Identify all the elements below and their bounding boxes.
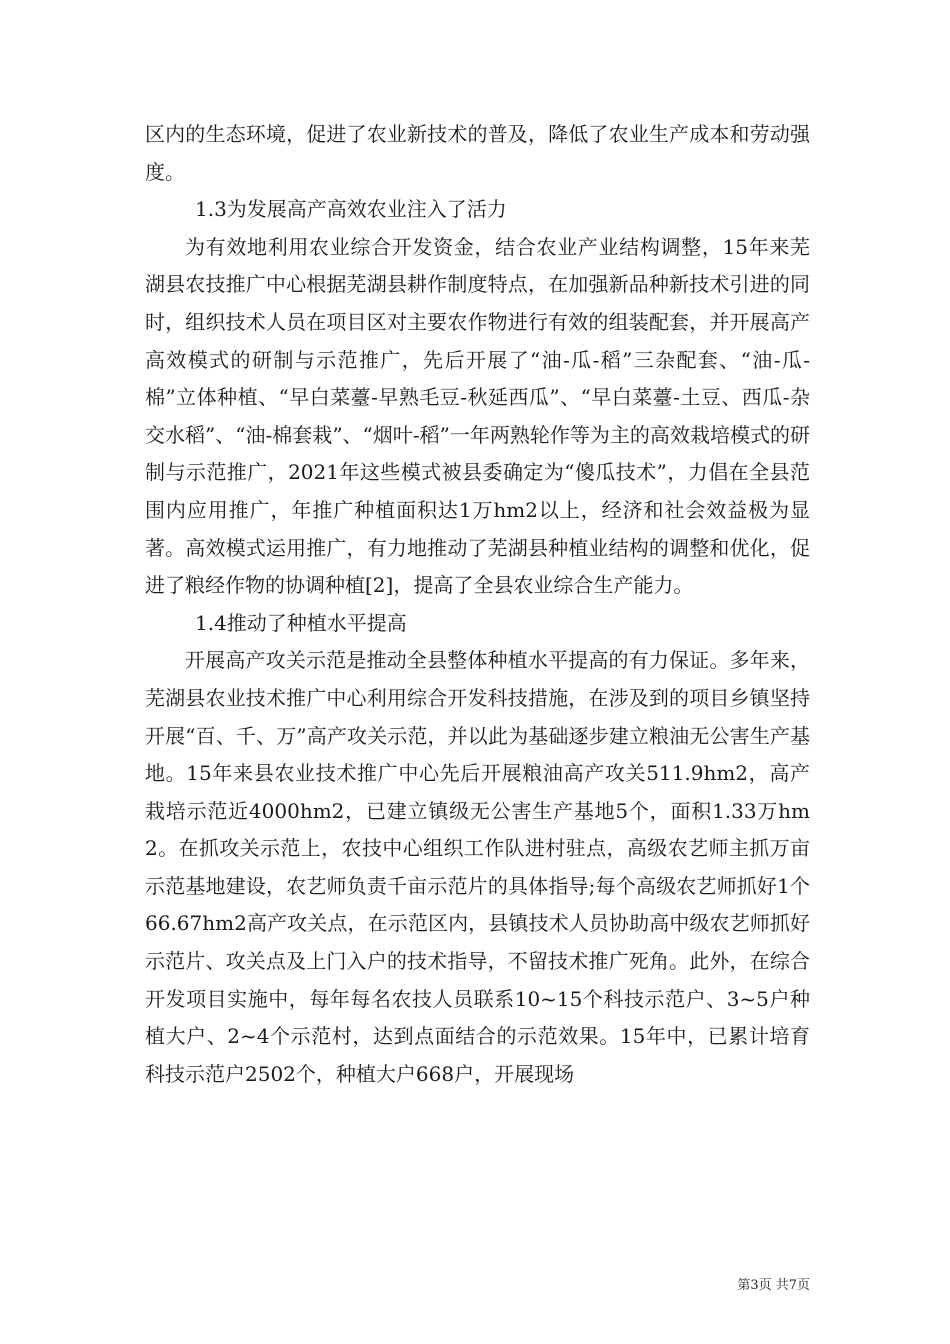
- page-number-footer: 第3页 共7页: [737, 1278, 810, 1293]
- paragraph-planting-level: 开展高产攻关示范是推动全县整体种植水平提高的有力保证。多年来，芜湖县农业技术推广中心利用综合开发科技措施，在涉及到的项目乡镇坚持开展“百、千、万”高产攻关示范，并以此为基础逐步建立粮油无公害生产基地。15年来县农业技术推广中心先后开展粮油高产攻关511.9hm2，高产栽培示范近4000hm2，已建立镇级无公害生产基地5个，面积1.33万hm2。在抓攻关示范上，农技中心组织工作队进村驻点，高级农艺师主抓万亩示范基地建设，农艺师负责千亩示范片的具体指导;每个高级农艺师抓好1个66.67hm2高产攻关点，在示范区内，县镇技术人员协助高中级农艺师抓好示范片、攻关点及上门入户的技术指导，不留技术推广死角。此外，在综合开发项目实施中，每年每名农技人员联系10~15个科技示范户、3~5户种植大户、2~4个示范村，达到点面结合的示范效果。15年中，已累计培育科技示范户2502个，种植大户668户，开展现场: [145, 648, 810, 1086]
- section-heading-1-4: 1.4推动了种植水平提高: [195, 610, 407, 635]
- section-heading-1-3: 1.3为发展高产高效农业注入了活力: [195, 197, 507, 222]
- paragraph-high-efficiency-agriculture: 为有效地利用农业综合开发资金，结合农业产业结构调整，15年来芜湖县农技推广中心根据芜湖县耕作制度特点，在加强新品种新技术引进的同时，组织技术人员在项目区对主要农作物进行有效的组装配套，并开展高产高效模式的研制与示范推广，先后开展了“油-瓜-稻”三杂配套、“油-瓜-棉”立体种植、“早白菜薹-早熟毛豆-秋延西瓜”、“早白菜薹-土豆、西瓜-杂交水稻”、“油-棉套栽”、“烟叶-稻”一年两熟轮作等为主的高效栽培模式的研制与示范推广，2021年这些模式被县委确定为“傻瓜技术”，力倡在全县范围内应用推广，年推广种植面积达1万hm2以上，经济和社会效益极为显著。高效模式运用推广，有力地推动了芜湖县种植业结构的调整和优化，促进了粮经作物的协调种植[2]，提高了全县农业综合生产能力。: [145, 234, 810, 598]
- paragraph-continued: 区内的生态环境，促进了农业新技术的普及，降低了农业生产成本和劳动强度。: [145, 122, 810, 184]
- document-body: [145, 116, 810, 1093]
